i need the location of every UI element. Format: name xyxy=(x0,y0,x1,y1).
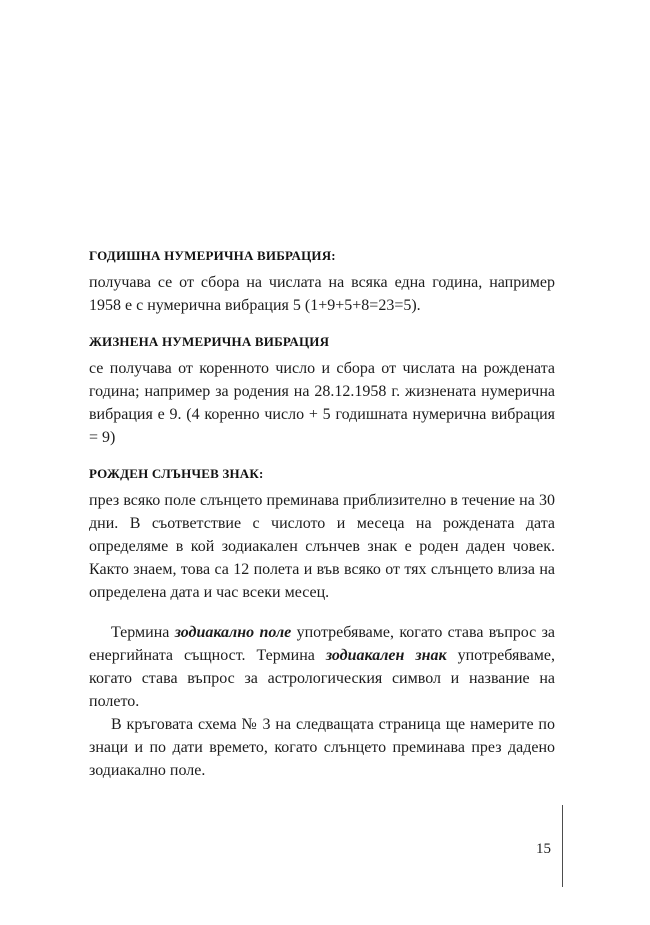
text-segment: през всяко поле слънцето преминава приблизително в течение на 30 дни. В съответствие с числото и месеца на рождената дата определяме в кой зодиакален слънчев знак е роден даден човек. Както знаем, това са 12 полета и във всяко от тях слънцето влиза на определена дата и час всеки месец. xyxy=(89,492,555,601)
scan-artifact-line xyxy=(562,805,563,887)
text-segment: се получава от коренното число и сбора от числата на рождената година; например за родения на 28.12.1958 г. жизнената нумерична вибрация е 9. (4 коренно число + 5 годишната нумерична вибрация = 9) xyxy=(89,360,555,446)
text-segment: В кръговата схема № 3 на следващата страница ще намерите по знаци и по дати времето, когато слънцето преминава през дадено зодиакално поле. xyxy=(89,716,555,779)
body-paragraph xyxy=(89,357,555,449)
emphasized-term: зодиакално поле xyxy=(174,624,292,641)
body-paragraph-terms-2 xyxy=(89,713,555,782)
page-number: 15 xyxy=(536,841,551,857)
section-birth-sun-sign xyxy=(89,466,555,604)
emphasized-term: зодиакален знак xyxy=(325,647,447,664)
body-paragraph xyxy=(89,271,555,317)
text-segment: употребяваме, когато става въпрос за енергийната същност. Термина xyxy=(89,624,555,664)
body-paragraph xyxy=(89,489,555,604)
section-heading-birth-sun-sign: РОЖДЕН СЛЪНЧЕВ ЗНАК: xyxy=(89,466,264,481)
section-annual-numeric-vibration xyxy=(89,248,555,317)
text-segment: получава се от сбора на числата на всяка една година, например 1958 е с нумерична вибрация 5 (1+9+5+8=23=5). xyxy=(89,274,555,314)
section-terminology xyxy=(89,621,555,782)
body-paragraph-terms-1 xyxy=(89,621,555,713)
section-life-numeric-vibration xyxy=(89,334,555,449)
page-content xyxy=(89,248,555,799)
text-segment: употребяваме, когато става въпрос за астрологическия символ и название на полето. xyxy=(89,647,556,710)
section-heading-annual-numeric-vibration: ГОДИШНА НУМЕРИЧНА ВИБРАЦИЯ: xyxy=(89,248,336,263)
section-heading-life-numeric-vibration: ЖИЗНЕНА НУМЕРИЧНА ВИБРАЦИЯ xyxy=(89,334,330,349)
text-segment: Термина xyxy=(111,624,175,641)
